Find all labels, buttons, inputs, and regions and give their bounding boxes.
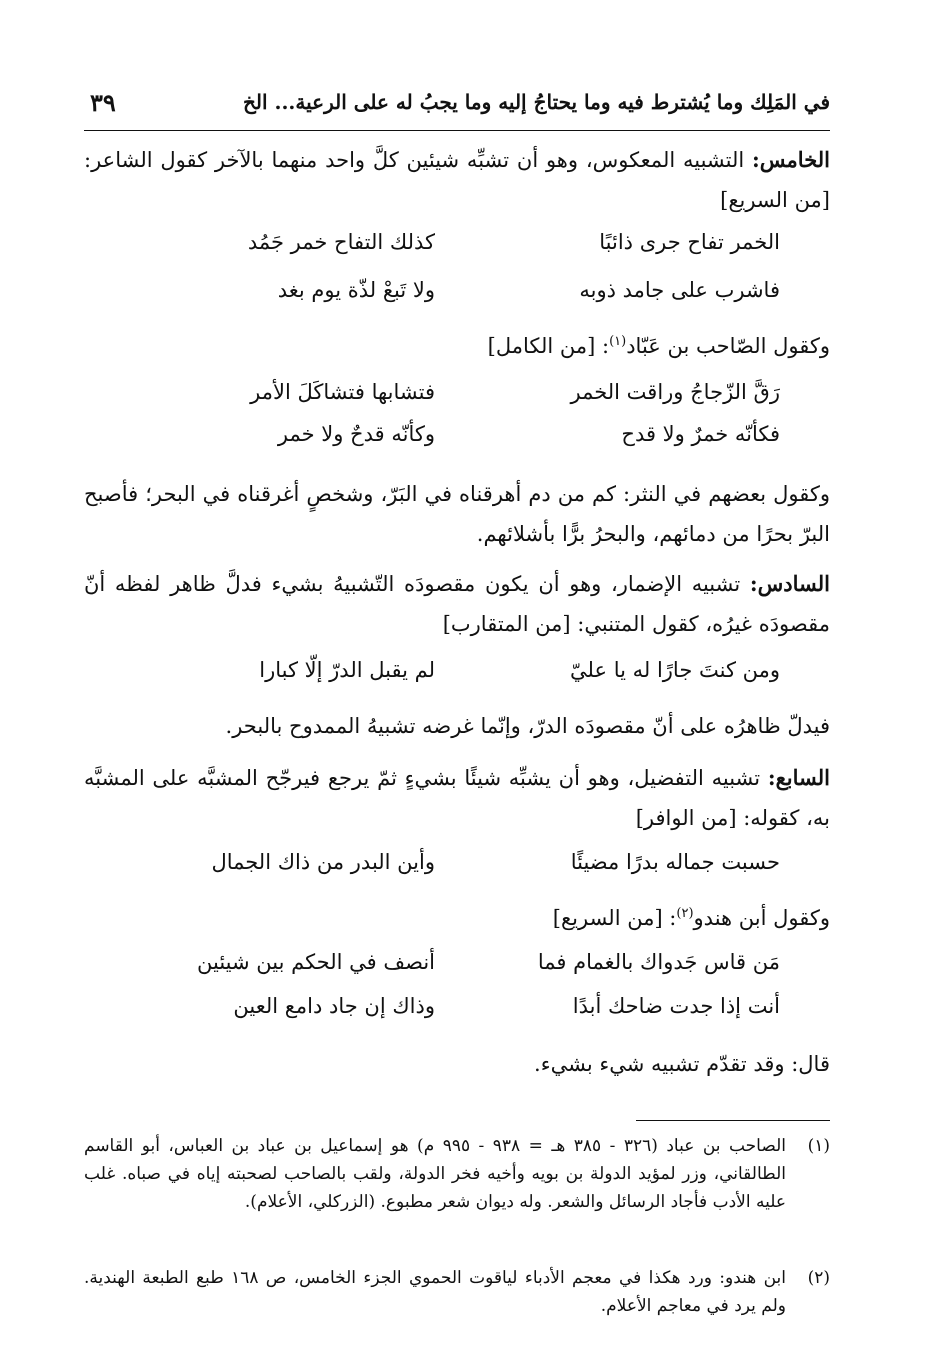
footnote-divider bbox=[636, 1120, 830, 1121]
footnote-reference: (١) bbox=[609, 334, 627, 349]
section-text: التشبيه المعكوس، وهو أن تشبِّه شيئين كلَّ واحد منهما بالآخر كقول الشاعر: [من السريع] bbox=[84, 148, 830, 212]
footnote-1 bbox=[84, 1132, 830, 1216]
verse-line bbox=[140, 230, 780, 270]
closing-line: قال: وقد تقدّم تشبيه شيء بشيء. bbox=[534, 1052, 830, 1076]
verse-first-hemistich: فاشرب على جامد ذوبه bbox=[579, 278, 780, 302]
verse-line bbox=[140, 380, 780, 420]
verse-first-hemistich: فكأنّه خمرٌ ولا قدح bbox=[621, 422, 780, 446]
verse-first-hemistich: حسبت جماله بدرًا مضيئًا bbox=[570, 850, 780, 874]
footnote-2 bbox=[84, 1264, 830, 1320]
footnote-marker: (١) bbox=[807, 1136, 830, 1156]
page-number: ٣٩ bbox=[90, 88, 116, 117]
verse-second-hemistich: فتشابها فتشاكَلَ الأمر bbox=[250, 380, 435, 404]
footnote-marker: (٢) bbox=[807, 1268, 830, 1288]
verse-first-hemistich: رَقَّ الزّجاجُ وراقت الخمر bbox=[570, 380, 780, 404]
page-header bbox=[84, 80, 830, 131]
section-text: تشبيه التفضيل، وهو أن يشبِّه شيئًا بشيءٍ ثمّ يرجع فيرجّح المشبَّه على المشبَّه به، كقوله: [من الوافر] bbox=[84, 766, 830, 830]
verse-line bbox=[140, 950, 780, 990]
footnote-reference: (٢) bbox=[676, 906, 694, 921]
verse-line bbox=[140, 422, 780, 462]
quote-intro bbox=[84, 898, 830, 938]
section-lead: الخامس: bbox=[752, 147, 830, 172]
footnote-text: ابن هندو: ورد هكذا في معجم الأدباء لياقوت الحموي الجزء الخامس، ص ١٦٨ طبع الطبعة الهندية. ولم يرد في معاجم الأعلام. bbox=[84, 1268, 786, 1316]
quote-intro bbox=[84, 326, 830, 366]
verse-first-hemistich: مَن قاس جَدواك بالغمام فما bbox=[537, 950, 780, 974]
quote-intro-text: وكقول أبن هندو bbox=[693, 906, 830, 930]
verse-first-hemistich: الخمر تفاح جرى ذائبًا bbox=[599, 230, 780, 254]
section-lead: السادس: bbox=[749, 571, 830, 596]
running-title: في المَلِك وما يُشترط فيه وما يحتاجُ إليه وما يجبُ له على الرعية... الخ bbox=[242, 90, 830, 114]
quote-intro-text: وكقول الصّاحب بن عَبّاد bbox=[626, 334, 830, 358]
explanation-paragraph: فيدلّ ظاهرُه على أنّ مقصودَه الدرّ، وإنّما غرضه تشبيهُ الممدوح بالبحر. bbox=[225, 714, 830, 738]
verse-second-hemistich: أنصف في الحكم بين شيئين bbox=[197, 950, 435, 974]
section-lead: السابع: bbox=[767, 765, 830, 790]
prose-example-paragraph: وكقول بعضهم في النثر: كم من دم أهرقناه في البَرّ، وشخصٍ أغرقناه في البحر؛ فأصبح البرّ بحرًا من دمائهم، والبحرُ برًّا بأشلائهم. bbox=[84, 482, 830, 546]
section-sixth-paragraph bbox=[84, 564, 830, 644]
verse-first-hemistich: أنت إذا جدت ضاحك أبدًا bbox=[572, 994, 780, 1018]
verse-second-hemistich: وذاك إن جاد دامع العين bbox=[233, 994, 435, 1018]
section-seventh-paragraph bbox=[84, 758, 830, 838]
verse-second-hemistich: كذلك التفاح خمر جَمُد bbox=[247, 230, 435, 254]
verse-second-hemistich: وكأنّه قدحٌ ولا خمر bbox=[277, 422, 435, 446]
verse-line bbox=[140, 994, 780, 1034]
verse-second-hemistich: ولا تَبعْ لذّة يوم بغد bbox=[277, 278, 435, 302]
section-text: تشبيه الإضمار، وهو أن يكون مقصودَه التّشبيهُ بشيء فدلَّ ظاهر لفظه أنّ مقصودَه غيرُه، كقول المتنبي: [من المتقارب] bbox=[84, 572, 830, 636]
verse-line bbox=[140, 850, 780, 890]
verse-second-hemistich: لم يقبل الدرّ إلّا كبارا bbox=[259, 658, 435, 682]
meter-label: : [من الكامل] bbox=[487, 334, 610, 358]
verse-second-hemistich: وأين البدر من ذاك الجمال bbox=[211, 850, 435, 874]
footnote-text: الصاحب بن عباد (٣٢٦ - ٣٨٥ هـ = ٩٣٨ - ٩٩٥ م) هو إسماعيل بن عباد بن العباس، أبو القاسم الطالقاني، وزر لمؤيد الدولة بن بويه وأخيه فخر الدولة، ولقب بالصاحب لصحبته إياه في صباه. غلب عليه الأدب فأجاد الرسائل والشعر. وله ديوان شعر مطبوع. (الزركلي، الأعلام). bbox=[84, 1136, 786, 1212]
meter-label: : [من السريع] bbox=[552, 906, 677, 930]
verse-line bbox=[140, 658, 780, 698]
verse-line bbox=[140, 278, 780, 318]
verse-first-hemistich: ومن كنتَ جارًا له يا عليّ bbox=[570, 658, 780, 682]
section-fifth-paragraph bbox=[84, 140, 830, 220]
